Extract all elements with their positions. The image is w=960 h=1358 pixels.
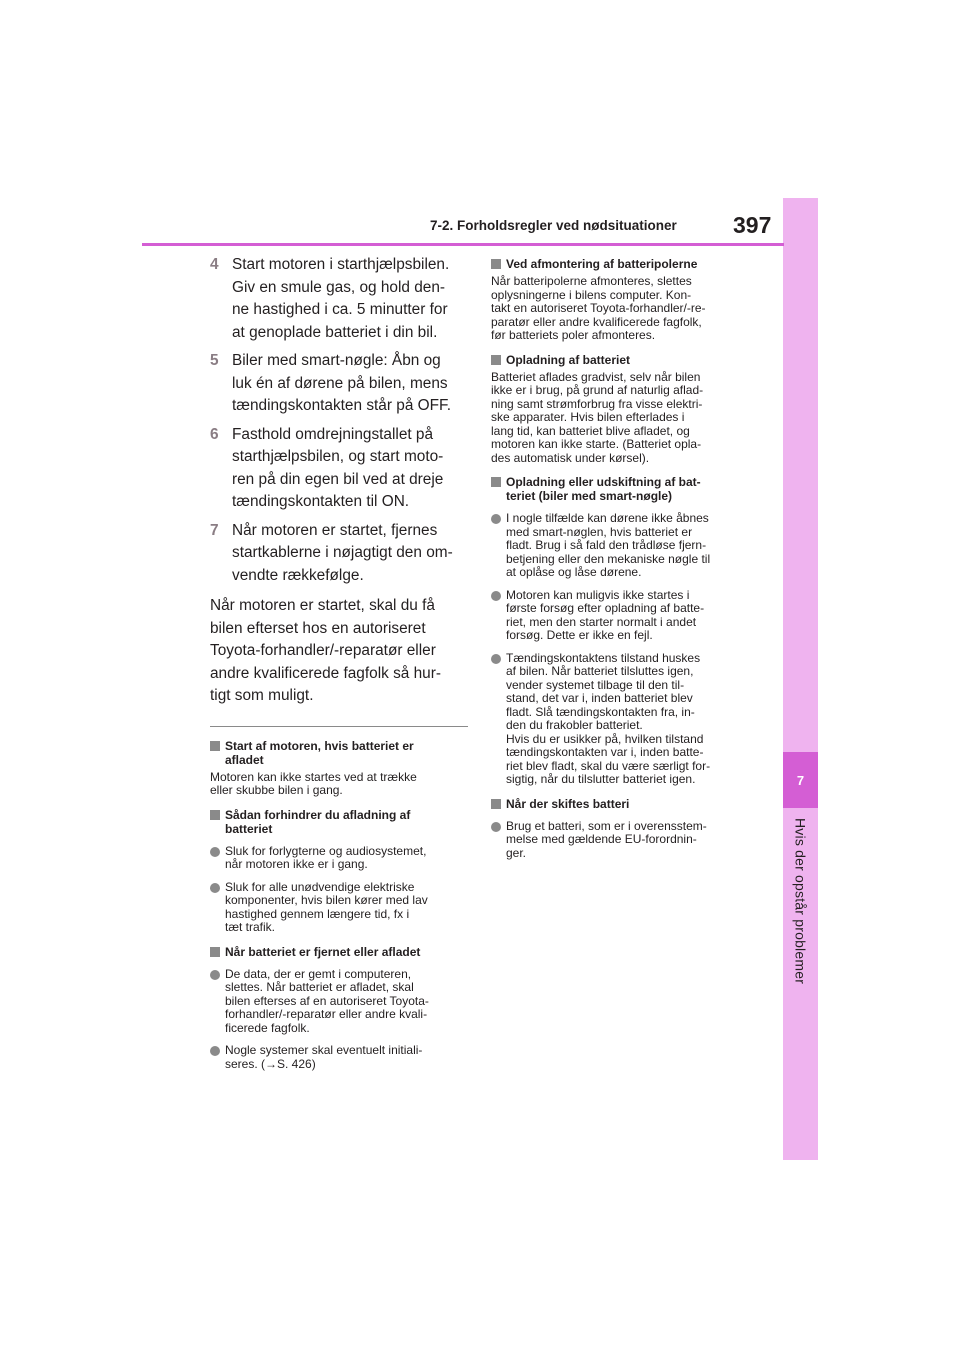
text-line: eller skubbe bilen i gang. bbox=[210, 783, 343, 797]
text-line: forhandler/-reparatør eller andre kvali- bbox=[225, 1007, 428, 1021]
text-line: Når batteriet er fjernet eller afladet bbox=[225, 944, 421, 959]
circle-bullet-icon bbox=[491, 822, 501, 832]
bullet-item bbox=[491, 589, 757, 643]
step-item bbox=[210, 424, 468, 514]
text-line: Når der skiftes batteri bbox=[506, 796, 630, 811]
circle-bullet-icon bbox=[210, 970, 220, 980]
bullet-item bbox=[491, 820, 757, 861]
right-column bbox=[491, 257, 757, 860]
text-line: vendte rækkefølge. bbox=[232, 566, 364, 584]
text-line: luk én af dørene på bilen, mens bbox=[232, 374, 448, 392]
text-line: seres. (→S. 426) bbox=[225, 1056, 316, 1071]
bullet-item bbox=[210, 881, 468, 935]
text-line: af bilen. Når batteriet tilsluttes igen, bbox=[506, 664, 694, 678]
square-bullet-icon bbox=[491, 799, 501, 809]
step-number: 6 bbox=[210, 425, 219, 443]
text-line: ne hastighed i ca. 5 minutter for bbox=[232, 301, 448, 318]
text-line: med smart-nøglen, hvis batteriet er bbox=[506, 524, 693, 539]
circle-bullet-icon bbox=[491, 514, 501, 524]
step-number: 7 bbox=[210, 521, 219, 539]
header-rule bbox=[142, 243, 784, 246]
step-item bbox=[210, 350, 468, 418]
text-line: at genoplade batteriet i din bil. bbox=[232, 323, 438, 341]
closing-paragraph bbox=[210, 595, 468, 708]
bullet-item bbox=[491, 652, 757, 787]
text-line: før batteriets poler afmonteres. bbox=[491, 328, 656, 342]
circle-bullet-icon bbox=[491, 591, 501, 601]
text-line: starthjælpsbilen, og start moto- bbox=[232, 448, 444, 465]
text-line: Når batteripolerne afmonteres, slettes bbox=[491, 274, 692, 288]
text-line: Sluk for forlygterne og audiosystemet, bbox=[225, 843, 427, 858]
page-number: 397 bbox=[733, 212, 772, 238]
bullet-item bbox=[210, 968, 468, 1036]
text-line: Ved afmontering af batteripolerne bbox=[506, 257, 698, 271]
text-line: oplysningerne i bilens computer. Kon- bbox=[491, 287, 692, 302]
step-item bbox=[210, 254, 468, 344]
square-bullet-icon bbox=[210, 810, 220, 820]
note-paragraph bbox=[491, 371, 757, 466]
text-line: ning samt strømforbrug fra visse elektri- bbox=[491, 396, 703, 411]
text-line: riet, men den starter normalt i andet bbox=[506, 614, 697, 629]
text-line: hastighed gennem længere tid, fx i bbox=[225, 906, 410, 921]
text-line: Toyota-forhandler/-reparatør eller bbox=[210, 642, 436, 659]
text-line: fladt. Slå tændingskontakten fra, in- bbox=[506, 704, 695, 719]
circle-bullet-icon bbox=[210, 847, 220, 857]
divider bbox=[210, 726, 468, 727]
text-line: Batteriet aflades gradvist, selv når bilen bbox=[491, 369, 701, 384]
text-line: bilen efterses af en autoriseret Toyota- bbox=[225, 993, 429, 1008]
right-notes bbox=[491, 257, 757, 860]
section-title: 7-2. Forholdsregler ved nødsituationer bbox=[430, 218, 677, 233]
chapter-number: 7 bbox=[796, 772, 805, 788]
section-heading bbox=[491, 257, 757, 271]
section-heading bbox=[491, 353, 757, 367]
square-bullet-icon bbox=[491, 477, 501, 487]
section-heading bbox=[210, 808, 468, 836]
text-line: startkablerne i nøjagtigt den om- bbox=[232, 544, 453, 561]
text-line: slettes. Når batteriet er afladet, skal bbox=[225, 980, 414, 994]
text-line: Motoren kan ikke startes ved at trække bbox=[210, 769, 417, 784]
text-line: første forsøg efter opladning af batte- bbox=[506, 601, 705, 615]
text-line: når motoren ikke er i gang. bbox=[225, 857, 368, 871]
left-column bbox=[210, 254, 468, 1071]
section-heading bbox=[491, 475, 757, 503]
text-line: at oplåse og låse dørene. bbox=[506, 565, 642, 579]
text-line: melse med gældende EU-forordnin- bbox=[506, 832, 697, 846]
square-bullet-icon bbox=[210, 947, 220, 957]
text-line: komponenter, hvis bilen kører med lav bbox=[225, 893, 428, 907]
text-line: Brug et batteri, som er i overensstem- bbox=[506, 818, 707, 833]
text-line: Sådan forhindrer du afladning af bbox=[225, 807, 411, 822]
text-line: fladt. Brug i så fald den trådløse fjern- bbox=[506, 538, 707, 552]
step-number: 5 bbox=[210, 352, 219, 369]
text-line: betjening eller den mekaniske nøgle til bbox=[506, 551, 711, 566]
bullet-item bbox=[210, 1044, 468, 1071]
text-line: ficerede fagfolk. bbox=[225, 1020, 310, 1035]
text-line: forsøg. Dette er ikke en fejl. bbox=[506, 628, 653, 642]
note-paragraph bbox=[210, 771, 468, 798]
section-heading bbox=[491, 797, 757, 811]
circle-bullet-icon bbox=[210, 1046, 220, 1056]
circle-bullet-icon bbox=[210, 883, 220, 893]
text-line: Nogle systemer skal eventuelt initiali- bbox=[225, 1043, 423, 1057]
chapter-tab[interactable] bbox=[783, 752, 818, 808]
text-line: tændingskontakten var i, inden batte- bbox=[506, 745, 704, 759]
step-number: 4 bbox=[210, 256, 219, 273]
text-line: motoren kan ikke starte. (Batteriet opla- bbox=[491, 437, 702, 451]
section-heading bbox=[210, 739, 468, 767]
text-line: Hvis du er usikker på, hvilken tilstand bbox=[506, 731, 704, 746]
text-line: ikke er i brug, på grund af naturlig aflad- bbox=[491, 383, 704, 397]
text-line: Opladning af batteriet bbox=[506, 352, 631, 367]
text-line: Biler med smart-nøgle: Åbn og bbox=[232, 352, 441, 369]
text-line: tændingskontakten står på OFF. bbox=[232, 397, 451, 414]
text-line: ske apparater. Hvis bilen efterlades i bbox=[491, 410, 685, 424]
text-line: den du frakobler batteriet. bbox=[506, 718, 643, 732]
text-line: takt en autoriseret Toyota-forhandler/-re- bbox=[491, 301, 706, 315]
text-line: Tændingskontaktens tilstand huskes bbox=[506, 650, 701, 665]
text-line: Start af motoren, hvis batteriet er bbox=[225, 738, 414, 753]
text-line: tæt trafik. bbox=[225, 920, 276, 934]
text-line: des automatisk under kørsel). bbox=[491, 450, 650, 465]
text-line: teriet (biler med smart-nøgle) bbox=[506, 489, 673, 503]
text-line: Motoren kan muligvis ikke startes i bbox=[506, 587, 690, 602]
text-line: tændingskontakten til ON. bbox=[232, 493, 410, 510]
text-line: ger. bbox=[506, 845, 527, 860]
note-paragraph bbox=[491, 275, 757, 343]
text-line: Når motoren er startet, fjernes bbox=[232, 521, 438, 539]
text-line: batteriet bbox=[225, 821, 273, 836]
text-line: ren på din egen bil ved at dreje bbox=[232, 470, 444, 488]
text-line: paratør eller andre kvalificerede fagfolk, bbox=[491, 314, 702, 329]
text-line: afladet bbox=[225, 752, 264, 767]
side-band bbox=[783, 198, 818, 1160]
text-line: riet blev fladt, skal du være særligt for- bbox=[506, 758, 711, 773]
text-line: sigtig, når du tilslutter batteriet igen. bbox=[506, 772, 696, 786]
text-line: bilen efterset hos en autoriseret bbox=[210, 619, 426, 637]
bullet-item bbox=[210, 845, 468, 872]
text-line: tigt som muligt. bbox=[210, 687, 314, 704]
text-line: andre kvalificerede fagfolk så hur- bbox=[210, 664, 441, 682]
section-heading bbox=[210, 945, 468, 959]
text-line: Opladning eller udskiftning af bat- bbox=[506, 475, 701, 489]
text-line: Giv en smule gas, og hold den- bbox=[232, 278, 446, 296]
text-line: Fasthold omdrejningstallet på bbox=[232, 425, 434, 443]
square-bullet-icon bbox=[210, 741, 220, 751]
text-line: stand, det var i, inden batteriet blev bbox=[506, 691, 693, 705]
bullet-item bbox=[491, 512, 757, 580]
chapter-title: Hvis der opstår problemer bbox=[792, 818, 809, 985]
circle-bullet-icon bbox=[491, 654, 501, 664]
text-line: Start motoren i starthjælpsbilen. bbox=[232, 256, 450, 273]
square-bullet-icon bbox=[491, 259, 501, 269]
text-line: De data, der er gemt i computeren, bbox=[225, 966, 412, 981]
step-item bbox=[210, 520, 468, 588]
text-line: Når motoren er startet, skal du få bbox=[210, 597, 435, 614]
square-bullet-icon bbox=[491, 355, 501, 365]
text-line: Sluk for alle unødvendige elektriske bbox=[225, 879, 415, 894]
step-list bbox=[210, 254, 468, 587]
text-line: vender systemet tilbage til den til- bbox=[506, 677, 685, 692]
text-line: I nogle tilfælde kan dørene ikke åbnes bbox=[506, 511, 709, 525]
left-notes bbox=[210, 739, 468, 1072]
text-line: lang tid, kan batteriet blive afladet, og bbox=[491, 423, 690, 438]
